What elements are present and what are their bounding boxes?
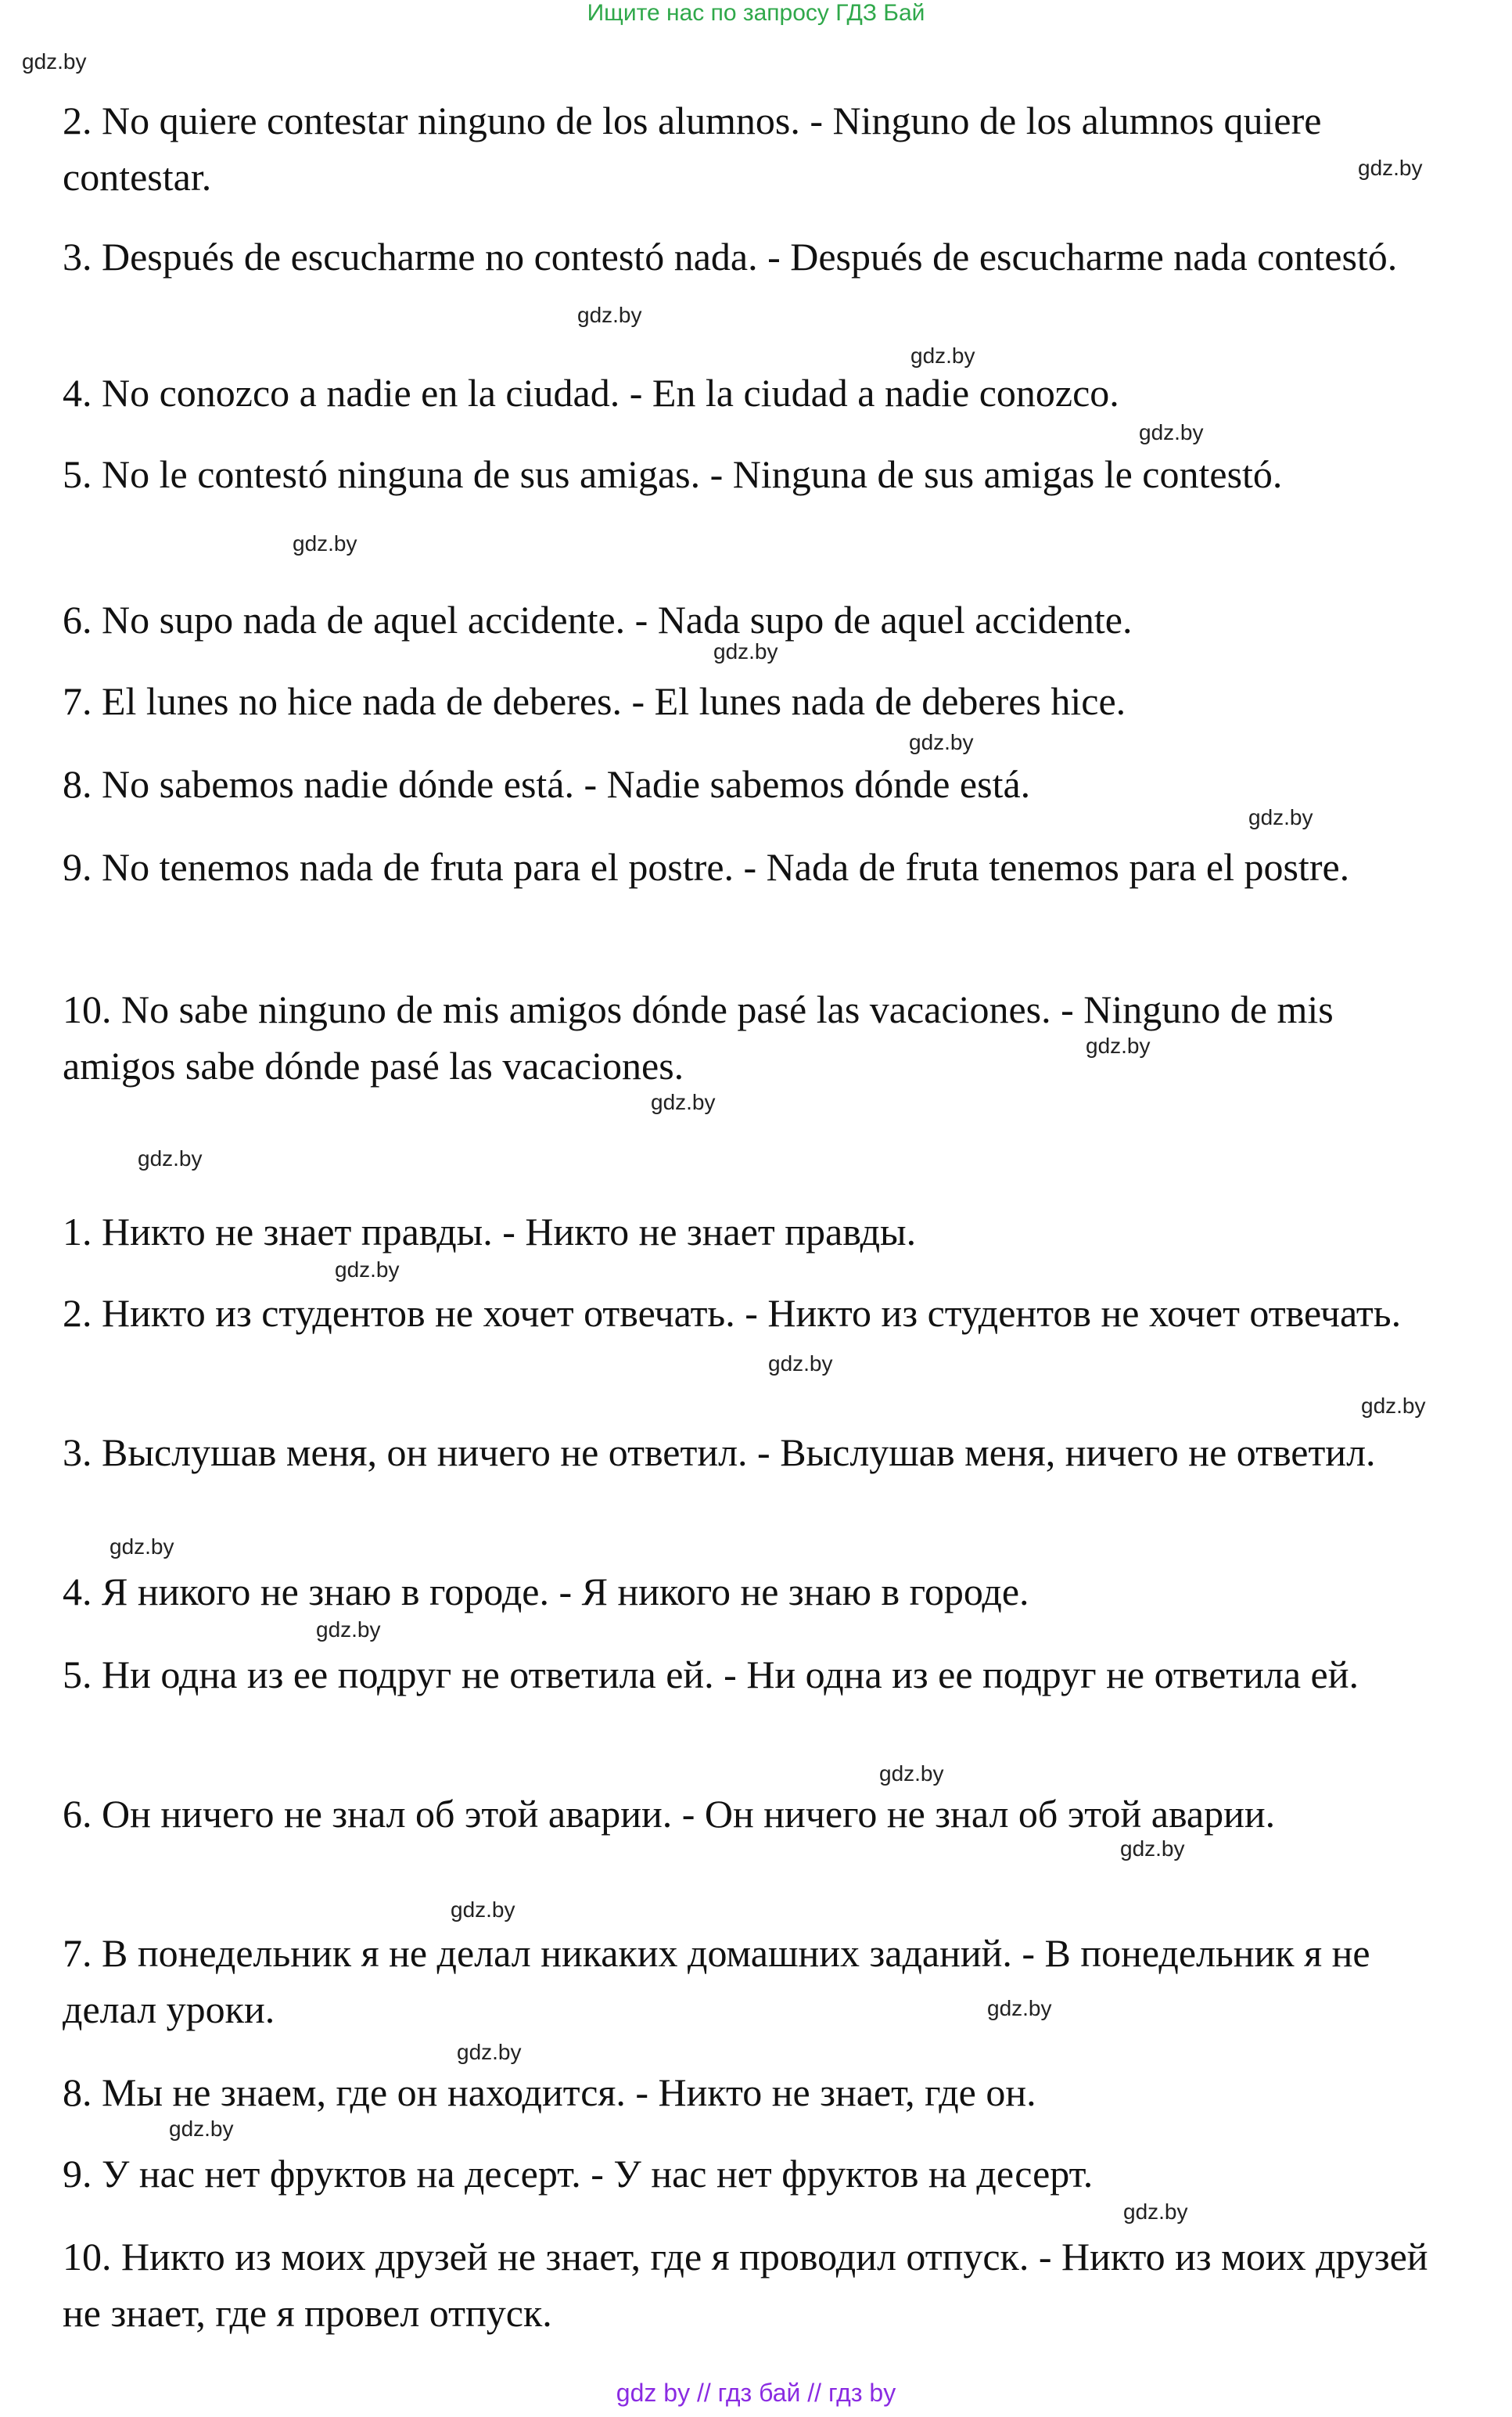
spanish-sentence-6: 6. No supo nada de aquel accidente. - Nada supo de aquel accidente. bbox=[63, 598, 1133, 642]
spanish-sentence-10: 10. No sabe ninguno de mis amigos dónde pasé las vacaciones. - Ninguno de mis amigos sabe dónde pasé las vacaciones. bbox=[63, 987, 1334, 1088]
watermark: gdz.by bbox=[879, 1761, 944, 1786]
russian-sentence-7: 7. В понедельник я не делал никаких домашних заданий. - В понедельник я не делал уроки. bbox=[63, 1931, 1370, 2031]
watermark: gdz.by bbox=[910, 343, 975, 368]
russian-sentence-9: 9. У нас нет фруктов на десерт. - У нас нет фруктов на десерт. bbox=[63, 2152, 1094, 2196]
spanish-sentence-7: 7. El lunes no hice nada de deberes. - El lunes nada de deberes hice. bbox=[63, 679, 1126, 723]
russian-sentence-6: 6. Он ничего не знал об этой аварии. - Он ничего не знал об этой аварии. bbox=[63, 1792, 1276, 1836]
watermark: gdz.by bbox=[169, 2117, 234, 2141]
russian-sentence-4: 4. Я никого не знаю в городе. - Я никого не знаю в городе. bbox=[63, 1570, 1029, 1613]
spanish-sentence-9: 9. No tenemos nada de fruta para el postre. - Nada de fruta tenemos para el postre. bbox=[63, 845, 1350, 889]
watermark: gdz.by bbox=[1123, 2199, 1188, 2224]
russian-sentence-1: 1. Никто не знает правды. - Никто не знает правды. bbox=[63, 1210, 917, 1253]
watermark: gdz.by bbox=[451, 1897, 515, 1922]
watermark: gdz.by bbox=[577, 303, 642, 327]
russian-sentence-2: 2. Никто из студентов не хочет отвечать. - Никто из студентов не хочет отвечать. bbox=[63, 1291, 1402, 1335]
russian-sentence-8: 8. Мы не знаем, где он находится. - Никто не знает, где он. bbox=[63, 2070, 1036, 2114]
watermark: gdz.by bbox=[1120, 1836, 1185, 1861]
footer-links[interactable]: gdz by // гдз бай // гдз by bbox=[616, 2379, 896, 2407]
spanish-sentence-8: 8. No sabemos nadie dónde está. - Nadie sabemos dónde está. bbox=[63, 762, 1031, 806]
spanish-sentence-3: 3. Después de escucharme no contestó nada. - Después de escucharme nada contestó. bbox=[63, 235, 1398, 279]
watermark: gdz.by bbox=[713, 639, 778, 664]
russian-sentence-3: 3. Выслушав меня, он ничего не ответил. - Выслушав меня, ничего не ответил. bbox=[63, 1430, 1376, 1474]
spanish-sentence-5: 5. No le contestó ninguna de sus amigas. - Ninguna de sus amigas le contestó. bbox=[63, 452, 1283, 496]
watermark: gdz.by bbox=[1248, 805, 1313, 829]
watermark: gdz.by bbox=[987, 1996, 1052, 2020]
watermark: gdz.by bbox=[293, 531, 357, 556]
watermark: gdz.by bbox=[22, 49, 87, 74]
search-banner[interactable]: Ищите нас по запросу ГДЗ Бай bbox=[587, 0, 925, 26]
watermark: gdz.by bbox=[651, 1090, 716, 1114]
spanish-sentence-2: 2. No quiere contestar ninguno de los alumnos. - Ninguno de los alumnos quiere contestar. bbox=[63, 99, 1322, 199]
russian-sentence-10: 10. Никто из моих друзей не знает, где я проводил отпуск. - Никто из моих друзей не знает, где я провел отпуск. bbox=[63, 2235, 1428, 2335]
watermark: gdz.by bbox=[316, 1617, 381, 1642]
russian-sentence-5: 5. Ни одна из ее подруг не ответила ей. - Ни одна из ее подруг не ответила ей. bbox=[63, 1653, 1359, 1696]
watermark: gdz.by bbox=[1086, 1034, 1151, 1058]
watermark: gdz.by bbox=[457, 2040, 522, 2064]
watermark: gdz.by bbox=[110, 1534, 174, 1559]
watermark: gdz.by bbox=[1361, 1394, 1426, 1418]
watermark: gdz.by bbox=[909, 730, 974, 754]
watermark: gdz.by bbox=[335, 1257, 400, 1282]
watermark: gdz.by bbox=[1139, 420, 1204, 444]
watermark: gdz.by bbox=[1358, 156, 1423, 180]
watermark: gdz.by bbox=[138, 1146, 203, 1171]
spanish-sentence-4: 4. No conozco a nadie en la ciudad. - En la ciudad a nadie conozco. bbox=[63, 371, 1119, 415]
watermark: gdz.by bbox=[768, 1351, 833, 1376]
